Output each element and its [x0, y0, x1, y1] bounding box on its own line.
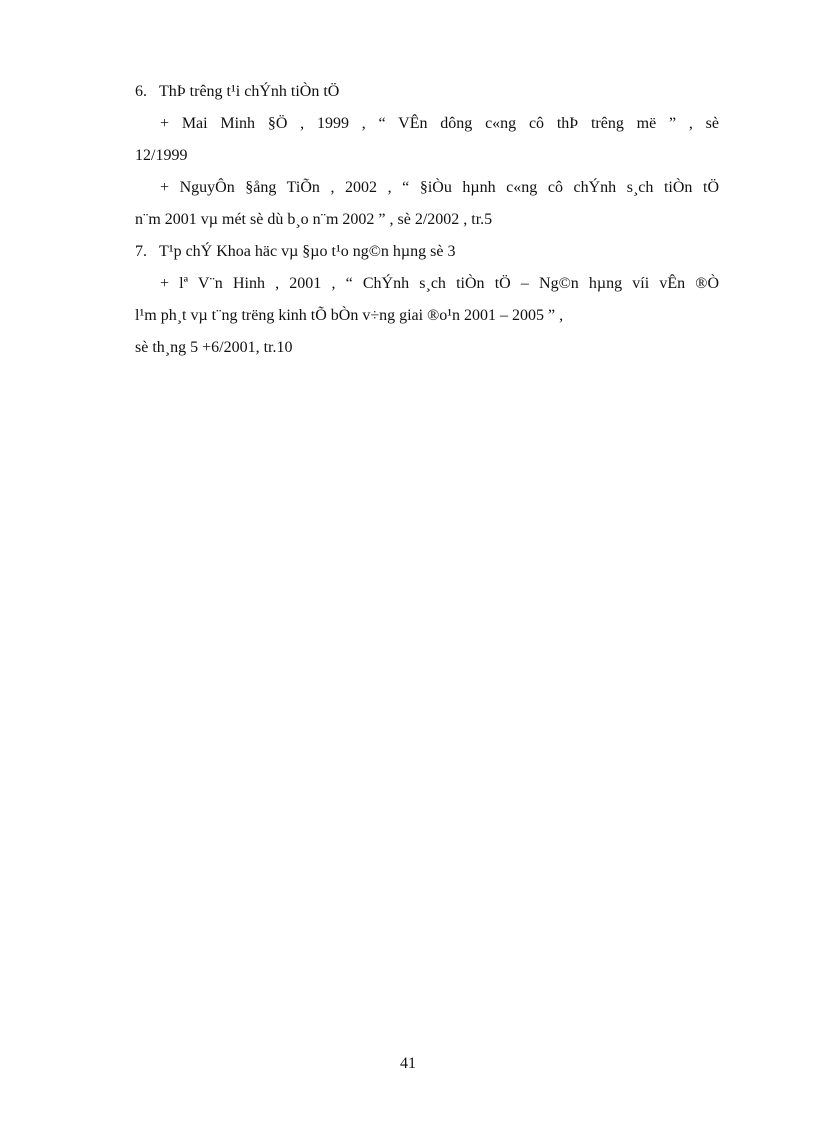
reference-heading-6 — [135, 76, 719, 108]
reference-entry-line: + Mai Minh §Ö , 1999 , “ VÊn dông c«ng cô thÞ trêng më ” , sè — [160, 115, 719, 132]
reference-entry-line: 12/1999 — [135, 147, 188, 164]
reference-entry-line: + NguyÔn §ång TiÕn , 2002 , “ §iÒu hµnh c«ng cô chÝnh s¸ch tiÒn tÖ — [160, 179, 719, 196]
reference-heading-7 — [135, 236, 719, 268]
reference-number: 7. — [135, 243, 147, 260]
reference-number: 6. — [135, 83, 147, 100]
reference-entry-line: + lª V¨n Hinh , 2001 , “ ChÝnh s¸ch tiÒn tÖ – Ng©n hµng víi vÊn ®Ò — [160, 275, 719, 292]
reference-title: ThÞ trêng t¹i chÝnh tiÒn tÖ — [159, 83, 340, 100]
reference-entry-line: l¹m ph¸t vµ t¨ng trëng kinh tÕ bÒn v÷ng giai ®o¹n 2001 – 2005 ” , — [135, 307, 564, 324]
page-number: 41 — [400, 1055, 416, 1072]
reference-entry-line: sè th¸ng 5 +6/2001, tr.10 — [135, 339, 293, 356]
reference-list — [135, 76, 719, 364]
reference-title: T¹p chÝ Khoa häc vµ §µo t¹o ng©n hµng sè 3 — [159, 243, 456, 260]
reference-entry-line: n¨m 2001 vµ mét sè dù b¸o n¨m 2002 ” , sè 2/2002 , tr.5 — [135, 211, 493, 228]
